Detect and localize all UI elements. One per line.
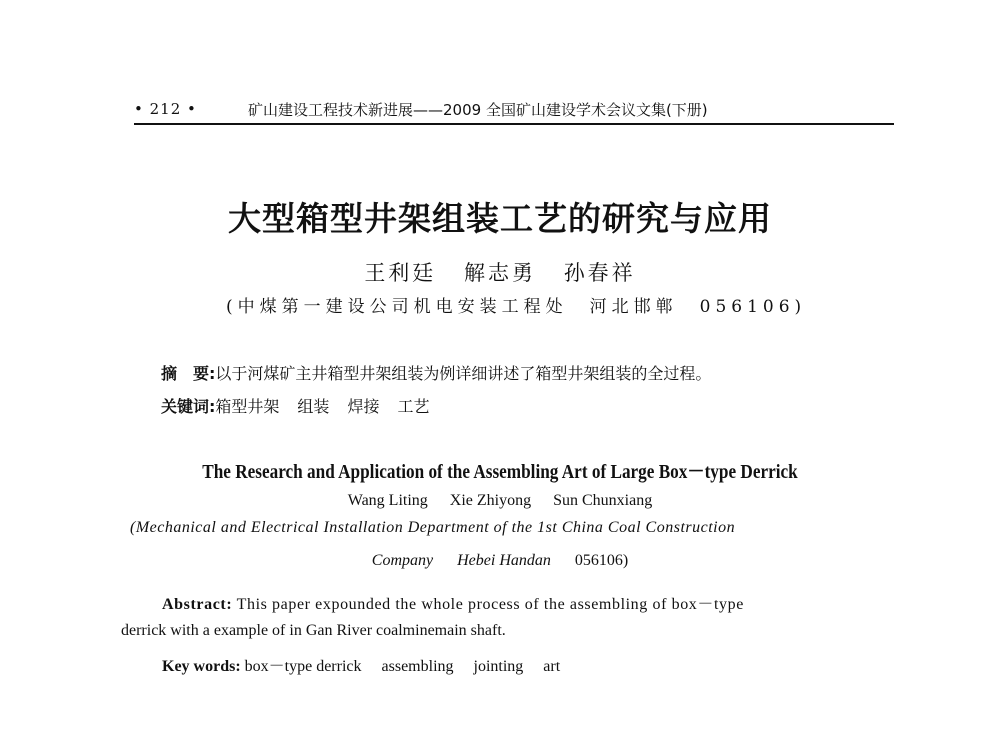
- chinese-affiliation: (中煤第一建设公司机电安装工程处 河北邯郸 056106): [226, 297, 807, 317]
- keyword: 焊接: [347, 397, 380, 416]
- affiliation-part: Company: [371, 552, 434, 569]
- affiliation-part: 056106): [574, 552, 629, 569]
- keyword: 工艺: [397, 397, 430, 416]
- english-affiliation-line2: [0, 552, 1000, 570]
- chinese-keywords: [161, 394, 447, 417]
- abstract-text: 以于河煤矿主井箱型井架组装为例详细讲述了箱型井架组装的全过程。: [215, 364, 712, 383]
- chinese-authors: [0, 257, 1000, 287]
- english-abstract-line2: derrick with a example of in Gan River coalminemain shaft.: [121, 622, 506, 639]
- keyword: 组装: [297, 397, 330, 416]
- author-name: 解志勇: [464, 261, 536, 285]
- abstract-text: This paper expounded the whole process of the assembling of box－type: [236, 596, 744, 613]
- english-title: The Research and Application of the Assembling Art of Large Box－type Derrick: [202, 461, 798, 483]
- author-name: 王利廷: [364, 261, 437, 285]
- author-name: Wang Liting: [347, 492, 428, 509]
- keyword: box－type derrick: [244, 658, 362, 675]
- keyword: 箱型井架: [215, 397, 280, 416]
- keyword: assembling: [381, 658, 454, 675]
- keyword: art: [543, 658, 561, 675]
- book-title: 矿山建设工程技术新进展——2009 全国矿山建设学术会议文集(下册): [248, 101, 708, 119]
- english-keywords: [162, 653, 580, 676]
- english-affiliation-line1: (Mechanical and Electrical Installation Department of the 1st China Coal Construction: [130, 519, 736, 536]
- keywords-label: 关键词:: [161, 397, 216, 416]
- keywords-label: Key words:: [162, 658, 241, 675]
- abstract-label: 摘 要:: [161, 364, 216, 383]
- author-name: 孙春祥: [563, 261, 636, 285]
- affiliation-part: Hebei Handan: [457, 552, 551, 569]
- chinese-abstract: [161, 361, 711, 384]
- chinese-title: 大型箱型井架组装工艺的研究与应用: [228, 199, 772, 238]
- author-name: Xie Zhiyong: [449, 492, 532, 509]
- english-abstract-line1: [162, 591, 744, 614]
- header-rule: [134, 123, 894, 125]
- page-number: • 212 •: [134, 100, 197, 118]
- author-name: Sun Chunxiang: [553, 492, 653, 509]
- english-authors: [0, 492, 1000, 510]
- abstract-label: Abstract:: [162, 596, 233, 613]
- keyword: jointing: [473, 658, 524, 675]
